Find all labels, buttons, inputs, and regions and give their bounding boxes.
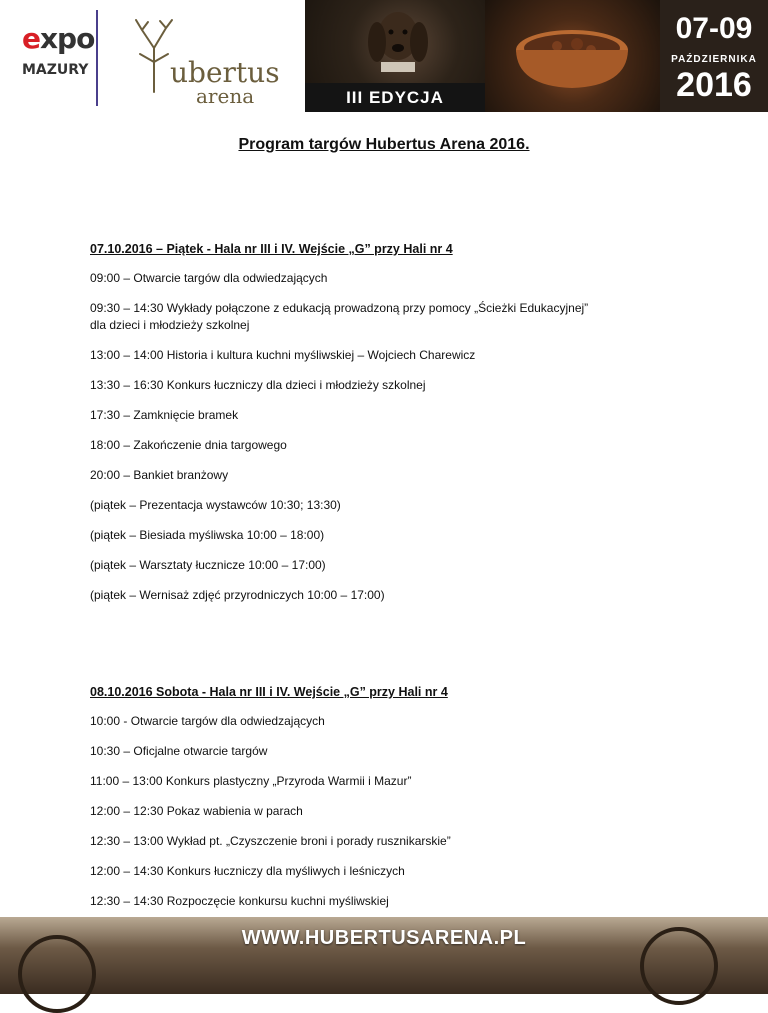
section-heading: 07.10.2016 – Piątek - Hala nr III i IV. Wejście „G” przy Hali nr 4	[90, 242, 453, 256]
logo-divider	[96, 10, 98, 106]
schedule-entry: 10:30 – Oficjalne otwarcie targów	[90, 744, 268, 758]
footer-banner	[0, 917, 768, 994]
schedule-list	[90, 270, 710, 604]
schedule-entry: 09:30 – 14:30 Wykłady połączone z edukacją prowadzoną przy pomocy „Ścieżki Edukacyjnej” dla dzieci i młodzieży szkolnej	[90, 301, 589, 332]
dog-photo-icon	[361, 6, 435, 72]
schedule-entry: 12:30 – 13:00 Wykład pt. „Czyszczenie broni i porady rusznikarskie”	[90, 834, 451, 848]
edition-strip	[305, 83, 485, 112]
date-month: PAŹDZIERNIKA	[671, 54, 757, 65]
schedule-entry: 18:00 – Zakończenie dnia targowego	[90, 438, 287, 452]
hubertus-wordmark: ubertus	[170, 56, 280, 89]
schedule-entry: (piątek – Warsztaty łucznicze 10:00 – 17:00)	[90, 558, 326, 572]
hubertus-arena-logo	[120, 14, 300, 108]
schedule-list	[90, 713, 710, 910]
schedule-entry: 17:30 – Zamknięcie bramek	[90, 408, 239, 422]
schedule-entry: 10:00 - Otwarcie targów dla odwiedzających	[90, 714, 325, 728]
pot-photo-icon	[507, 16, 637, 96]
date-year: 2016	[676, 66, 752, 104]
footer-url: WWW.HUBERTUSARENA.PL	[241, 927, 527, 949]
expo-wordmark: expo	[22, 22, 95, 55]
schedule-section-saturday	[90, 683, 710, 910]
schedule-entry: 09:00 – Otwarcie targów dla odwiedzających	[90, 271, 328, 285]
hubertus-subword: arena	[196, 84, 255, 108]
schedule-entry: 12:30 – 14:30 Rozpoczęcie konkursu kuchni myśliwskiej	[90, 894, 389, 908]
date-range: 07-09	[675, 12, 753, 45]
schedule-entry: 12:00 – 14:30 Konkurs łuczniczy dla myśliwych i leśniczych	[90, 864, 405, 878]
edition-label: III EDYCJA	[346, 88, 444, 107]
page-title: Program targów Hubertus Arena 2016.	[238, 136, 530, 153]
expo-subtitle: MAZURY	[22, 62, 89, 78]
schedule-entry: (piątek – Wernisaż zdjęć przyrodniczych 10:00 – 17:00)	[90, 588, 385, 602]
schedule-entry: 12:00 – 12:30 Pokaz wabienia w parach	[90, 804, 303, 818]
schedule-entry: (piątek – Prezentacja wystawców 10:30; 13:30)	[90, 498, 341, 512]
schedule-section-friday	[90, 240, 710, 604]
schedule-entry: (piątek – Biesiada myśliwska 10:00 – 18:00)	[90, 528, 325, 542]
expo-mazury-logo	[14, 14, 100, 108]
schedule-entry: 20:00 – Bankiet branżowy	[90, 468, 229, 482]
date-panel	[660, 0, 768, 112]
pot-photo	[485, 0, 660, 112]
schedule-entry: 13:30 – 16:30 Konkurs łuczniczy dla dzieci i młodzieży szkolnej	[90, 378, 426, 392]
header-banner	[0, 0, 768, 112]
section-heading: 08.10.2016 Sobota - Hala nr III i IV. Wejście „G” przy Hali nr 4	[90, 685, 448, 699]
schedule-entry: 11:00 – 13:00 Konkurs plastyczny „Przyroda Warmii i Mazur”	[90, 774, 412, 788]
schedule-entry: 13:00 – 14:00 Historia i kultura kuchni myśliwskiej – Wojciech Charewicz	[90, 348, 476, 362]
